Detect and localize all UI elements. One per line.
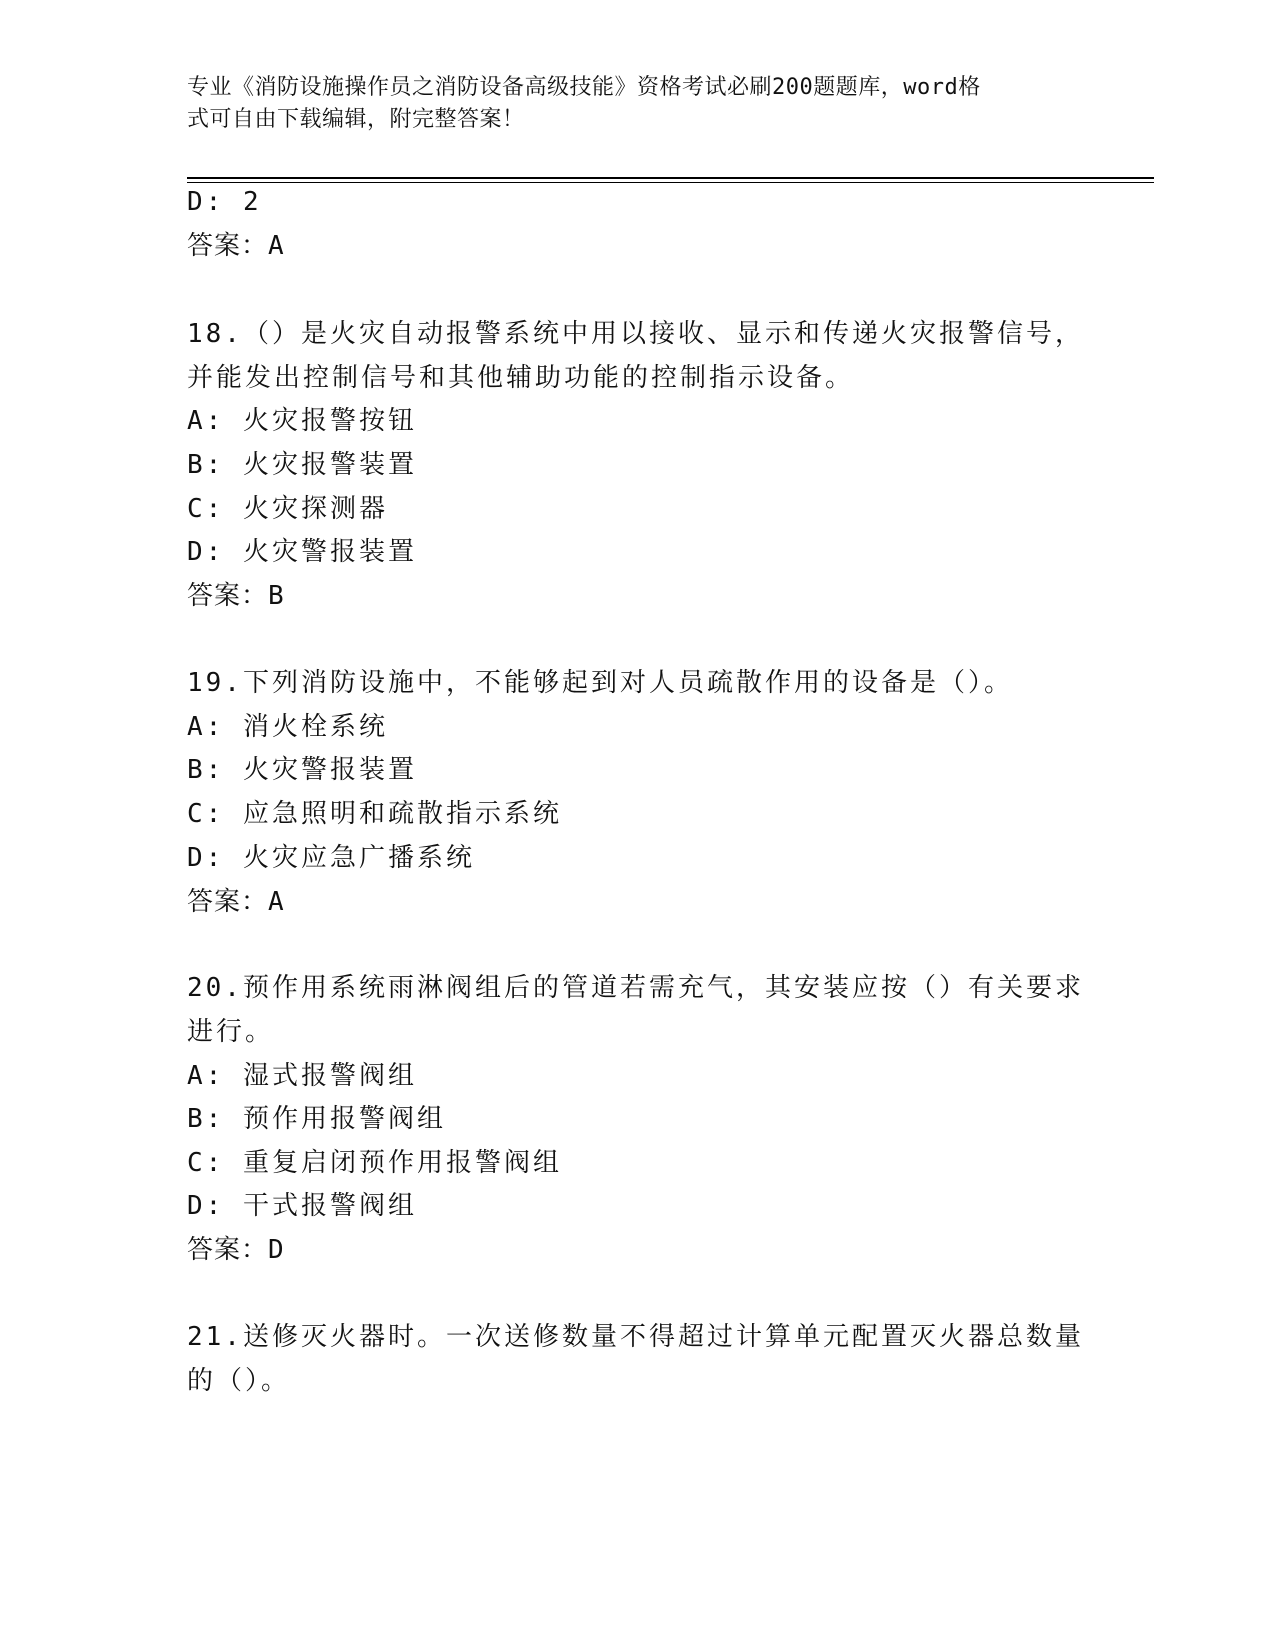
q19-answer: 答案：A — [187, 887, 285, 917]
q19-stem-line-1: 19.下列消防设施中，不能够起到对人员疏散作用的设备是（）。 — [187, 668, 1013, 698]
q21-stem-line-2: 的（）。 — [187, 1366, 291, 1396]
q21-stem-line-1: 21.送修灭火器时。一次送修数量不得超过计算单元配置灭火器总数量 — [187, 1322, 1084, 1352]
q18-answer: 答案：B — [187, 581, 285, 611]
q17-answer: 答案：A — [187, 231, 285, 261]
q19-option-b: B: 火灾警报装置 — [187, 755, 417, 785]
q20-stem-line-2: 进行。 — [187, 1017, 275, 1047]
header-line-2: 式可自由下载编辑，附完整答案！ — [187, 107, 525, 132]
q18-option-d: D: 火灾警报装置 — [187, 537, 417, 567]
header-divider-thick — [187, 177, 1154, 179]
q17-option-d: D: 2 — [187, 187, 262, 217]
q19-option-a: A: 消火栓系统 — [187, 712, 388, 742]
q20-option-a: A: 湿式报警阀组 — [187, 1061, 417, 1091]
q18-stem-line-1: 18.（）是火灾自动报警系统中用以接收、显示和传递火灾报警信号， — [187, 319, 1084, 349]
header-divider-thin — [187, 182, 1154, 183]
document-header — [187, 72, 1067, 136]
q19-option-c: C: 应急照明和疏散指示系统 — [187, 799, 562, 829]
q20-option-b: B: 预作用报警阀组 — [187, 1104, 446, 1134]
q20-option-c: C: 重复启闭预作用报警阀组 — [187, 1148, 562, 1178]
q18-option-c: C: 火灾探测器 — [187, 494, 388, 524]
q18-stem-line-2: 并能发出控制信号和其他辅助功能的控制指示设备。 — [187, 363, 855, 393]
q20-stem-line-1: 20.预作用系统雨淋阀组后的管道若需充气，其安装应按（）有关要求 — [187, 973, 1084, 1003]
q18-option-b: B: 火灾报警装置 — [187, 450, 417, 480]
q19-option-d: D: 火灾应急广播系统 — [187, 843, 475, 873]
header-line-1: 专业《消防设施操作员之消防设备高级技能》资格考试必刷200题题库，word格 — [187, 75, 981, 100]
q20-answer: 答案：D — [187, 1235, 285, 1265]
q18-option-a: A: 火灾报警按钮 — [187, 406, 417, 436]
q20-option-d: D: 干式报警阀组 — [187, 1191, 417, 1221]
